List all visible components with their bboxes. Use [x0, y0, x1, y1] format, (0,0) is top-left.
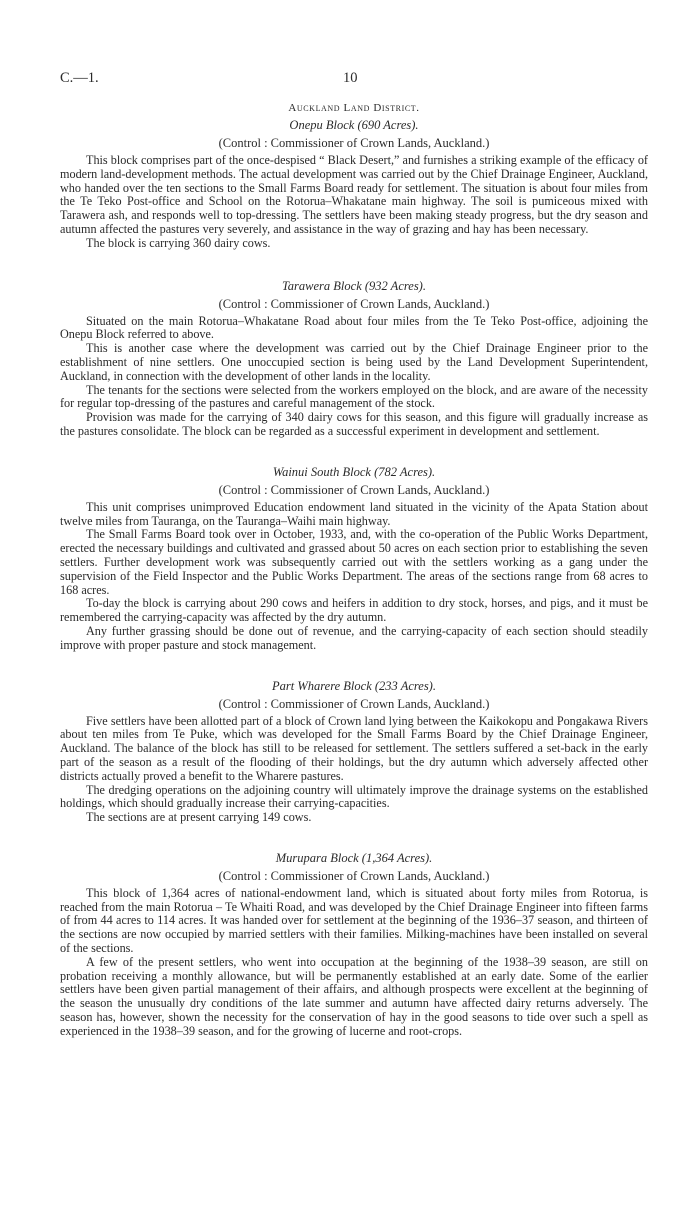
- paragraph: Provision was made for the carrying of 340 dairy cows for this season, and this figure will gradually increase as the pastures consolidate. The block can be regarded as a successful experiment in development and settlement.: [60, 410, 648, 438]
- section-control: (Control : Commissioner of Crown Lands, Auckland.): [218, 482, 490, 497]
- paragraph: To-day the block is carrying about 290 cows and heifers in addition to dry stock, horses, and pigs, and it must be remembered the carrying-capacity was affected by the dry autumn.: [60, 596, 648, 625]
- section-control: (Control : Commissioner of Crown Lands, Auckland.): [218, 868, 490, 883]
- paragraph: The Small Farms Board took over in October, 1933, and, with the co-operation of the Public Works Department, erected the necessary buildings and cultivated and grassed about 50 acres on each section prior to establishing the seven settlers. Further development work was subsequently carried out with the settlers working as a gang under the supervision of the Field Inspector and the Public Works Department. The areas of the sections range from 68 acres to 168 acres.: [60, 527, 648, 597]
- paragraph: A few of the present settlers, who went into occupation at the beginning of the 1938–39 season, are still on probation receiving a monthly allowance, but will be permanently established at an early date. Some of the earlier settlers have been given partial management of their affairs, and although prospects were excellent at the beginning of the season the unusually dry conditions of the late summer and autumn have affected dairy returns adversely. The season has, however, shown the necessity for the conservation of hay in the good seasons to tide over such a spell as experienced in the 1938–39 season, and for the growing of lucerne and root-crops.: [60, 954, 648, 1038]
- section-title: Wainui South Block (782 Acres).: [272, 464, 436, 479]
- paragraph: This block of 1,364 acres of national-endowment land, which is situated about forty miles from Rotorua, is reached from the main Rotorua – Te Whaiti Road, and was developed by the Chief Drainage Engineer into fifteen farms of from 44 acres to 114 acres. It was handed over for settlement at the beginning of the 1936–37 season, and thirteen of the sections are now occupied by married settlers with their families. Milking-machines have been installed on several of the sections.: [60, 885, 648, 956]
- page-content: [60, 102, 648, 1065]
- section-tarawera: [60, 279, 648, 439]
- paragraph: The sections are at present carrying 149 cows.: [86, 810, 312, 825]
- section-part-wharere: [60, 679, 648, 825]
- paragraph: This block comprises part of the once-despised “ Black Desert,” and furnishes a striking example of the efficacy of modern land-development methods. The actual development was carried out by the Chief Drainage Engineer, Auckland, who handed over the ten sections to the Small Farms Board ready for settlement. The situation is about four miles from the Te Teko Post-office and School on the Rotorua–Whakatane main highway. The soil is pumiceous mixed with Tarawera ash, and responds well to top-dressing. The settlers have been making steady progress, but the dry season and autumn affected the pastures very severely, and assistance in the way of grazing and hay has been necessary.: [60, 153, 648, 236]
- paragraph: This is another case where the development was carried out by the Chief Drainage Engineer prior to the establishment of nine settlers. One unoccupied section is being used by the Land Development Superintendent, Auckland, in connection with the development of other lands in the locality.: [60, 341, 648, 383]
- section-control: (Control : Commissioner of Crown Lands, Auckland.): [218, 696, 490, 711]
- section-control: (Control : Commissioner of Crown Lands, Auckland.): [218, 296, 490, 311]
- document-code: C.—1.: [60, 70, 99, 86]
- section-title: Tarawera Block (932 Acres).: [282, 278, 426, 293]
- page-number: 10: [343, 70, 358, 86]
- paragraph: The tenants for the sections were selected from the workers employed on the block, and are aware of the necessity for regular top-dressing of the pastures and careful management of the stock.: [60, 382, 648, 411]
- section-wainui-south: [60, 465, 648, 653]
- paragraph: Situated on the main Rotorua–Whakatane Road about four miles from the Te Teko Post-office, adjoining the Onepu Block referred to above.: [60, 313, 648, 342]
- paragraph: The dredging operations on the adjoining country will ultimately improve the drainage systems on the established holdings, which should gradually increase their carrying-capacities.: [60, 782, 648, 811]
- section-title: Murupara Block (1,364 Acres).: [275, 850, 433, 865]
- section-murupara: [60, 851, 648, 1039]
- section-title: Onepu Block (690 Acres).: [289, 118, 419, 132]
- paragraph: The block is carrying 360 dairy cows.: [86, 235, 271, 250]
- paragraph: This unit comprises unimproved Education endowment land situated in the vicinity of the Apata Station about twelve miles from Tauranga, on the Tauranga–Waihi main highway.: [60, 499, 648, 528]
- section-title: Part Wharere Block (233 Acres).: [272, 678, 436, 693]
- paragraph: Any further grassing should be done out of revenue, and the carrying-capacity of each section should steadily improve with proper pasture and stock management.: [60, 623, 648, 652]
- section-control: (Control : Commissioner of Crown Lands, Auckland.): [218, 136, 490, 150]
- paragraph: Five settlers have been allotted part of a block of Crown land lying between the Kaikokopu and Pongakawa Rivers about ten miles from Te Puke, which was developed for the Small Farms Board by the Chief Drainage Engineer, Auckland. The balance of the block has still to be released for settlement. The settlers suffered a set-back in the early part of the season as a result of the flooding of their holdings, but the dry autumn which adversely affected other districts actually proved a benefit to the Wharere pastures.: [60, 713, 648, 783]
- section-onepu: [60, 118, 648, 251]
- district-heading: Auckland Land District.: [288, 102, 420, 114]
